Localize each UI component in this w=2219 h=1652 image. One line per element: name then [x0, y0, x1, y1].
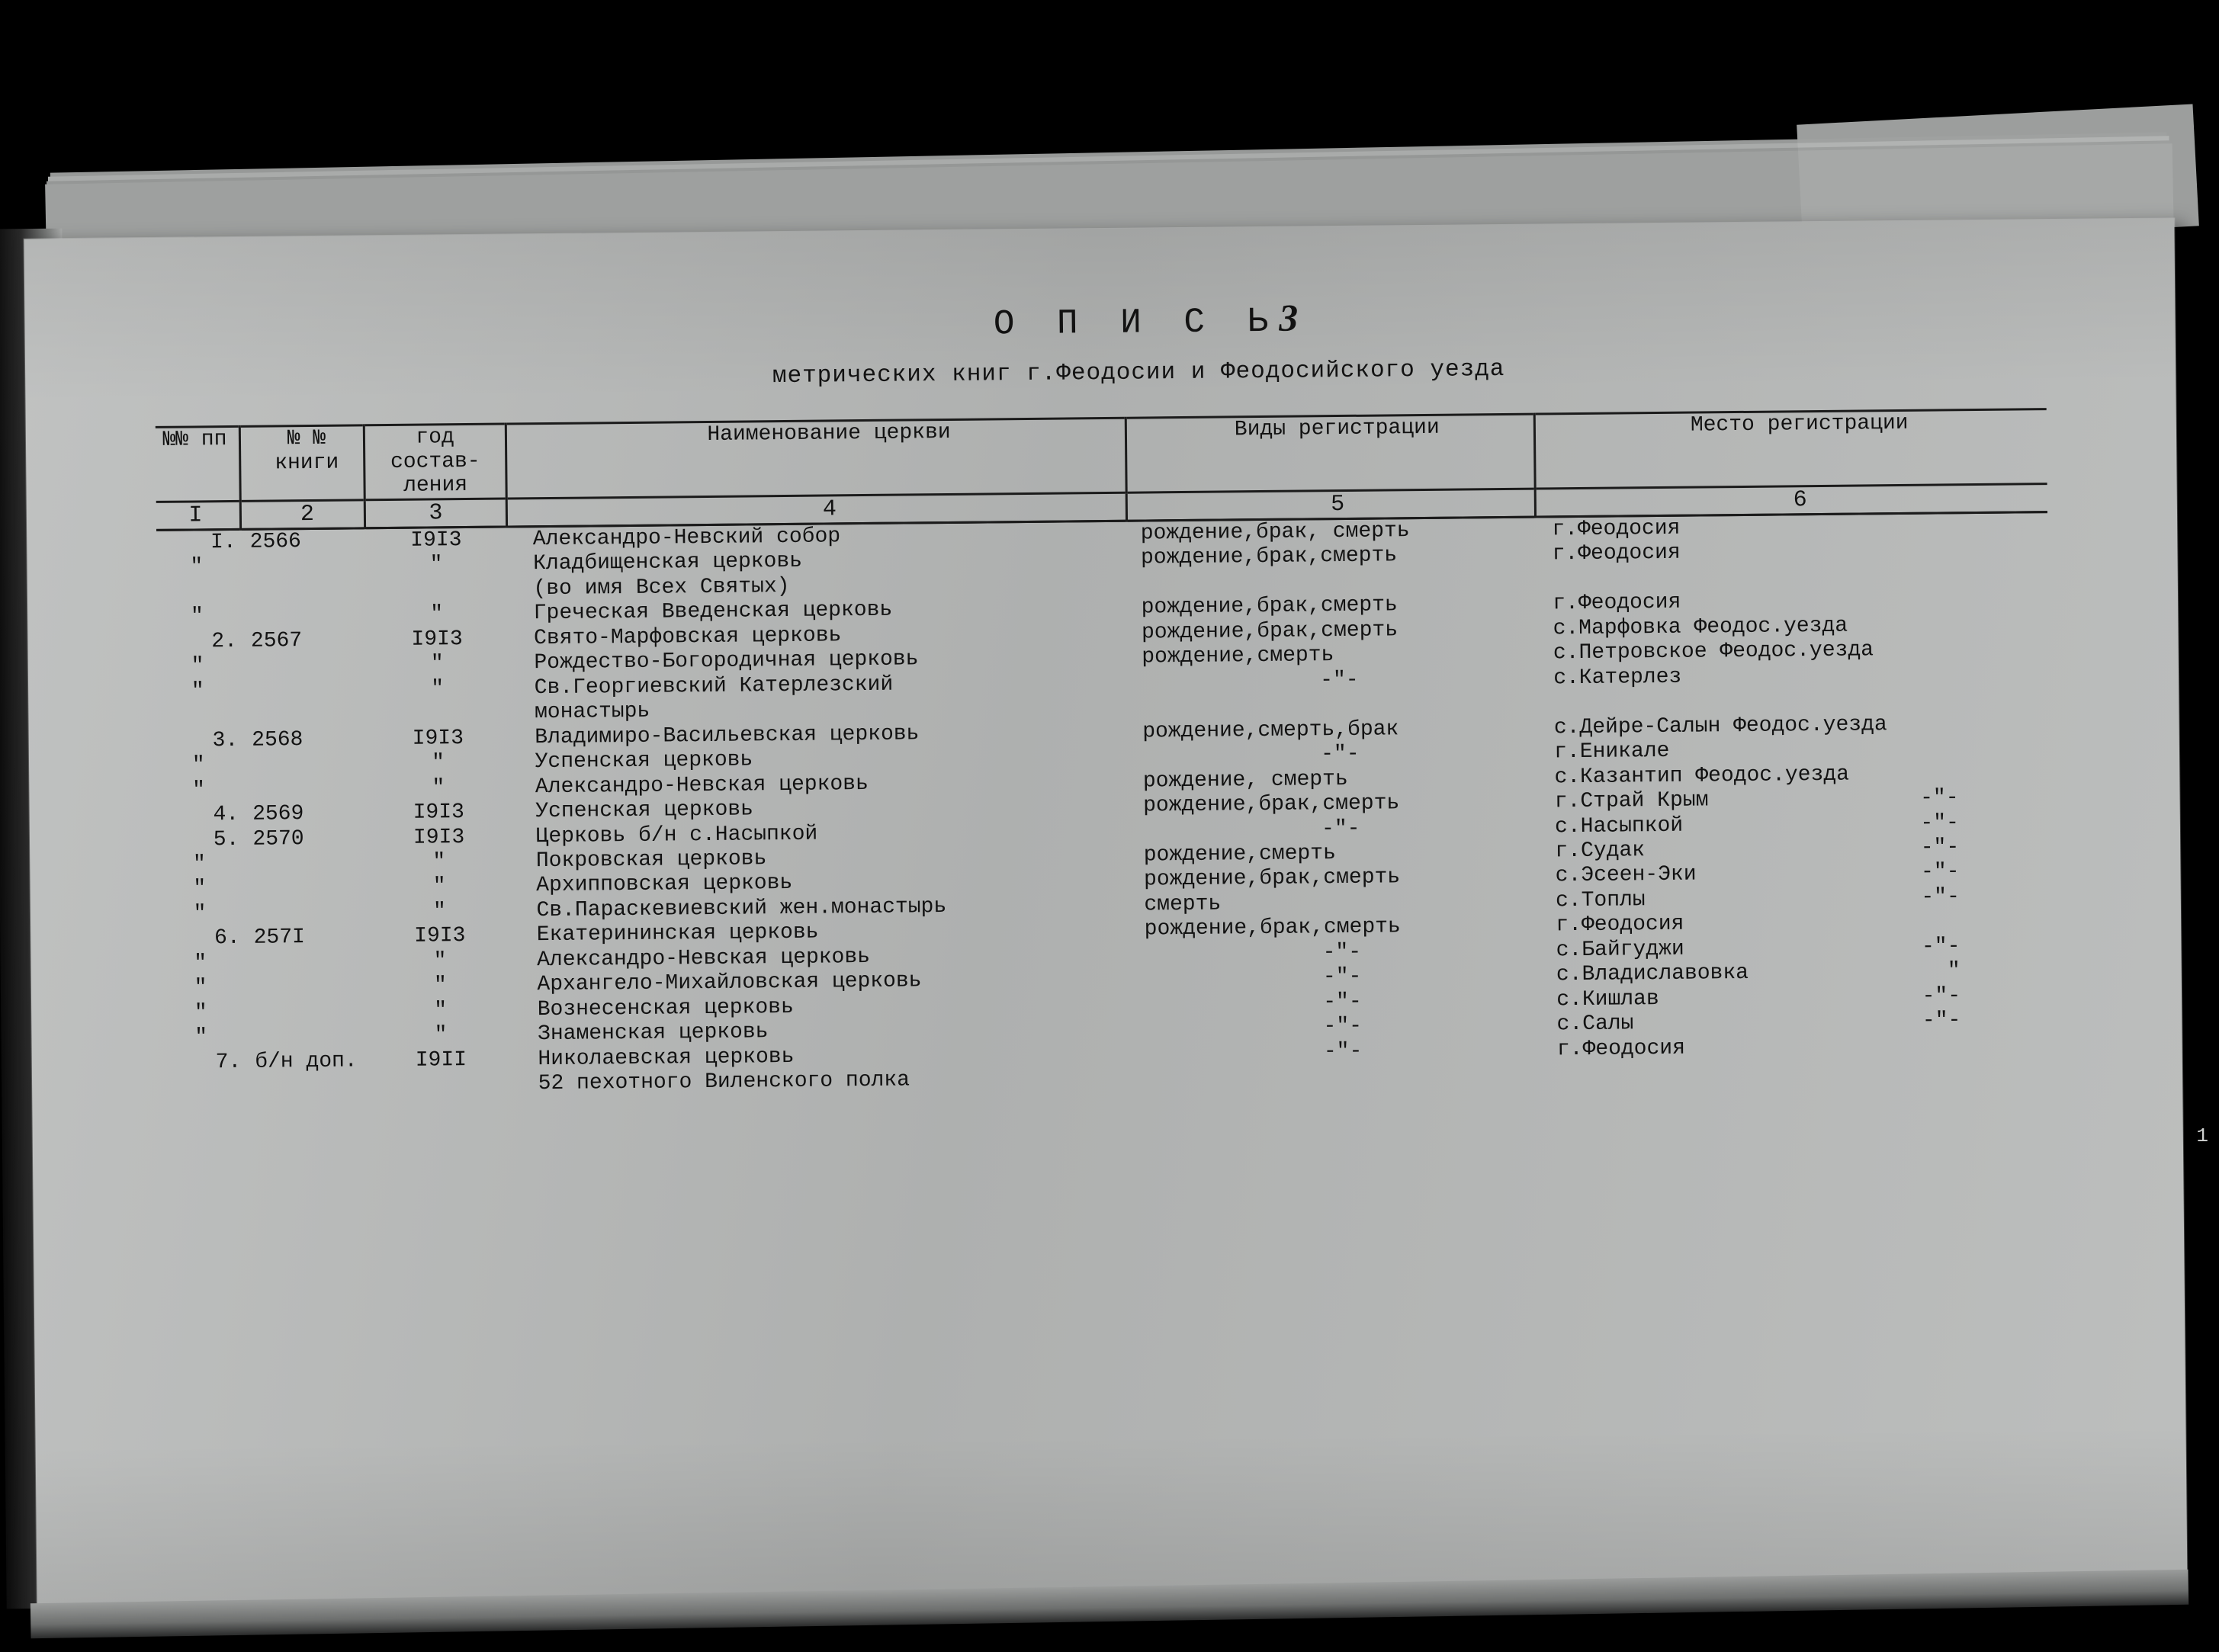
cell-church-name: Александро-Невская церковь	[535, 771, 869, 799]
cell-registration-place	[1536, 537, 2048, 592]
cell-year: I9I3	[414, 924, 466, 949]
cell-book-number	[245, 975, 369, 1001]
cell-index: "	[194, 951, 207, 976]
header-cell-book: № № книги	[239, 425, 364, 501]
cell-registration-types: -"-	[1322, 965, 1362, 990]
cell-registration-types: -"-	[1323, 990, 1362, 1015]
cell-index: "	[194, 1001, 207, 1025]
cell-book-number: 2567	[250, 628, 303, 653]
cell-index: "	[194, 1025, 208, 1050]
cell-church-name: Успенская церковь	[535, 797, 754, 824]
place-ditto-mark: -"-	[1921, 935, 1960, 959]
cell-year: "	[430, 652, 444, 676]
place-text: г.Судак	[1555, 839, 1646, 864]
cell-book-number	[242, 653, 366, 679]
cell-church-name: Екатерининская церковь	[536, 920, 819, 948]
cell-registration-types: -"-	[1321, 816, 1360, 841]
place-ditto-mark: -"-	[1922, 984, 1961, 1009]
cell-index: "	[192, 852, 207, 877]
cell-index: 4.	[213, 802, 239, 827]
cell-registration-place	[1537, 662, 2049, 716]
cell-index: I.	[210, 530, 236, 555]
table-body	[156, 512, 2053, 1100]
cell-book-number	[244, 900, 368, 926]
header-cell-pp: №№ пп	[162, 428, 227, 452]
cell-registration-place	[1540, 1033, 2053, 1087]
cell-book-number: б/н доп.	[255, 1049, 358, 1074]
place-ditto-mark: -"-	[1921, 885, 1960, 909]
cell-registration-types: рождение,брак,смерть	[1143, 865, 1401, 892]
header-cell-year: год состав- ления	[364, 424, 506, 500]
place-text: с.Марфовка Феодос.уезда	[1553, 614, 1848, 641]
cell-church-name: Александро-Невская церковь	[537, 945, 871, 973]
cell-year: "	[430, 602, 444, 627]
document-body	[154, 288, 2099, 1101]
place-text: с.Байгуджи	[1556, 937, 1684, 963]
place-text: с.Дейре-Салын Феодос.уезда	[1553, 712, 1887, 739]
cell-registration-place	[1540, 1008, 2052, 1038]
cell-church-name: Вознесенская церковь	[537, 995, 794, 1022]
header-cell-types: Виды регистрации	[1126, 414, 1535, 492]
cell-year: "	[434, 999, 448, 1023]
cell-year: I9I3	[413, 825, 465, 850]
cell-registration-types: -"-	[1322, 940, 1362, 965]
cell-year: I9I3	[413, 800, 465, 825]
cell-index: "	[194, 976, 207, 1000]
place-ditto-mark: "	[1947, 959, 1960, 983]
cell-year: "	[433, 974, 448, 998]
cell-book-number: 2569	[252, 802, 304, 826]
cell-registration-types: смерть	[1144, 892, 1222, 917]
cell-registration-types: рождение,брак,смерть	[1143, 791, 1400, 818]
cell-book-number	[244, 851, 368, 877]
cell-church-name: Архангело-Михайловская церковь	[537, 969, 922, 997]
place-text: с.Катерлез	[1553, 665, 1682, 691]
cell-church-name: Св.Параскевиевский жен.монастырь	[536, 894, 947, 923]
header-cell-church: Наименование церкви	[506, 418, 1126, 499]
cell-year: "	[432, 775, 445, 800]
cell-church-name: Рождество-Богородичная церковь	[534, 647, 919, 675]
cell-registration-types: рождение,брак,смерть	[1141, 593, 1398, 620]
cell-year: "	[432, 751, 445, 775]
place-text: г.Страй Крым	[1554, 788, 1709, 814]
cell-book-number	[242, 678, 367, 729]
colnum-4: 4	[506, 492, 1126, 527]
cell-book-number	[242, 752, 367, 778]
place-ditto-mark: -"-	[1920, 836, 1960, 860]
cell-registration-place	[1539, 884, 2051, 914]
title-number: 3	[1278, 296, 1299, 339]
place-text: с.Петровское Феодос.уезда	[1553, 638, 1874, 666]
cell-index: "	[193, 877, 207, 901]
colnum-5: 5	[1126, 489, 1535, 521]
cell-index: 5.	[213, 827, 239, 852]
cell-church-name: Св.Георгиевский Катерлезский монастырь	[534, 672, 894, 725]
cell-year: I9I3	[411, 627, 463, 652]
colnum-2: 2	[240, 500, 364, 530]
cell-church-name: Церковь б/н с.Насыпкой	[535, 822, 818, 848]
cell-book-number: 257I	[253, 925, 306, 951]
cell-registration-types: -"-	[1323, 1015, 1363, 1039]
cell-registration-types: -"-	[1323, 1039, 1363, 1063]
cell-year: "	[433, 949, 447, 974]
place-ditto-mark: -"-	[1922, 1009, 1961, 1033]
cell-book-number	[244, 876, 368, 902]
cell-church-name: Греческая Введенская церковь	[533, 598, 893, 626]
page-subtitle: метрических книг г.Феодосии и Феодосийского уезда	[772, 355, 1505, 390]
cell-registration-types: рождение,смерть	[1143, 842, 1336, 868]
place-text: с.Салы	[1556, 1012, 1634, 1037]
cell-church-name: Знаменская церковь	[537, 1020, 769, 1047]
cell-year: I9I3	[410, 528, 462, 553]
cell-index: "	[192, 778, 206, 803]
cell-book-number	[246, 1025, 370, 1051]
cell-registration-types: рождение,смерть,брак	[1142, 717, 1399, 744]
cell-church-name: Архипповская церковь	[536, 871, 793, 898]
cell-year: "	[432, 874, 446, 899]
cell-index: "	[191, 679, 204, 704]
cell-book-number	[241, 604, 365, 630]
cell-church-name: Александро-Невский собор	[532, 524, 841, 552]
place-ditto-mark: -"-	[1920, 810, 1960, 836]
cell-year: "	[431, 677, 445, 701]
place-text: с.Насыпкой	[1554, 813, 1684, 839]
cell-church-name: Свято-Марфовская церковь	[533, 624, 842, 650]
cell-index: 3.	[212, 728, 239, 752]
cell-index: "	[190, 605, 204, 629]
scanned-page	[24, 219, 2187, 1612]
cell-church-name: Успенская церковь	[535, 748, 753, 775]
margin-mark: 1	[2196, 1124, 2208, 1147]
cell-book-number: 2566	[249, 529, 302, 554]
place-text: с.Казантип Феодос.уезда	[1554, 762, 1850, 789]
colnum-3: 3	[364, 499, 506, 528]
colnum-1: I	[188, 502, 203, 529]
page-title	[200, 288, 2091, 352]
cell-year: I9II	[415, 1047, 467, 1073]
cell-registration-types: рождение,смерть	[1142, 643, 1334, 669]
cell-registration-types: рождение,брак,смерть	[1144, 915, 1401, 941]
place-text: г.Феодосия	[1552, 516, 1681, 542]
cell-year: "	[432, 850, 446, 874]
cell-book-number	[243, 777, 368, 803]
cell-book-number	[245, 950, 369, 976]
cell-index: "	[190, 555, 204, 579]
cell-index: "	[191, 654, 204, 678]
cell-year: I9I3	[412, 726, 464, 751]
place-text: г.Феодосия	[1556, 1036, 1686, 1062]
place-text: с.Владиславовка	[1556, 961, 1749, 987]
cell-index: "	[193, 902, 207, 926]
header-cell-place: Место регистрации	[1534, 409, 2047, 489]
place-text: г.Феодосия	[1552, 541, 1681, 566]
cell-church-name: Николаевская церковь 52 пехотного Виленского полка	[538, 1044, 910, 1096]
cell-book-number	[241, 554, 366, 605]
register-table	[156, 408, 2053, 1100]
cell-index: 6.	[214, 926, 240, 951]
title-word: О П И С Ь	[993, 301, 1280, 345]
colnum-6: 6	[1535, 483, 2047, 516]
cell-registration-types: -"-	[1321, 742, 1360, 767]
cell-book-number: 2570	[252, 826, 304, 852]
cell-registration-types: рождение,брак, смерть	[1140, 519, 1410, 546]
cell-registration-types: рождение, смерть	[1142, 767, 1348, 794]
cell-index: 7.	[215, 1050, 242, 1074]
place-ditto-mark: -"-	[1920, 860, 1960, 885]
cell-book-number: 2568	[252, 727, 303, 752]
place-text: с.Эсеен-Эки	[1555, 863, 1697, 888]
cell-index: 2.	[211, 629, 238, 653]
cell-church-name: Владимиро-Васильевская церковь	[535, 721, 920, 749]
cell-year: "	[432, 900, 447, 924]
cell-year: "	[429, 553, 443, 577]
place-text: г.Феодосия	[1556, 913, 1684, 938]
place-ditto-mark: -"-	[1920, 786, 1959, 810]
cell-registration-types: рождение,брак,смерть	[1141, 618, 1399, 645]
cell-registration-types: рождение,брак,смерть	[1140, 544, 1398, 570]
cell-book-number	[245, 999, 369, 1025]
cell-registration-types: -"-	[1320, 668, 1359, 692]
place-text: с.Кишлав	[1556, 986, 1659, 1012]
cell-church-name: Покровская церковь	[535, 847, 767, 874]
place-text: г.Феодосия	[1553, 591, 1681, 616]
cell-church-name: Кладбищенская церковь (во имя Всех Святых)	[533, 550, 803, 601]
place-text: г.Еникале	[1554, 739, 1670, 765]
cell-index: "	[191, 753, 205, 778]
place-text: с.Топлы	[1555, 888, 1646, 913]
cell-year: "	[434, 1023, 448, 1047]
